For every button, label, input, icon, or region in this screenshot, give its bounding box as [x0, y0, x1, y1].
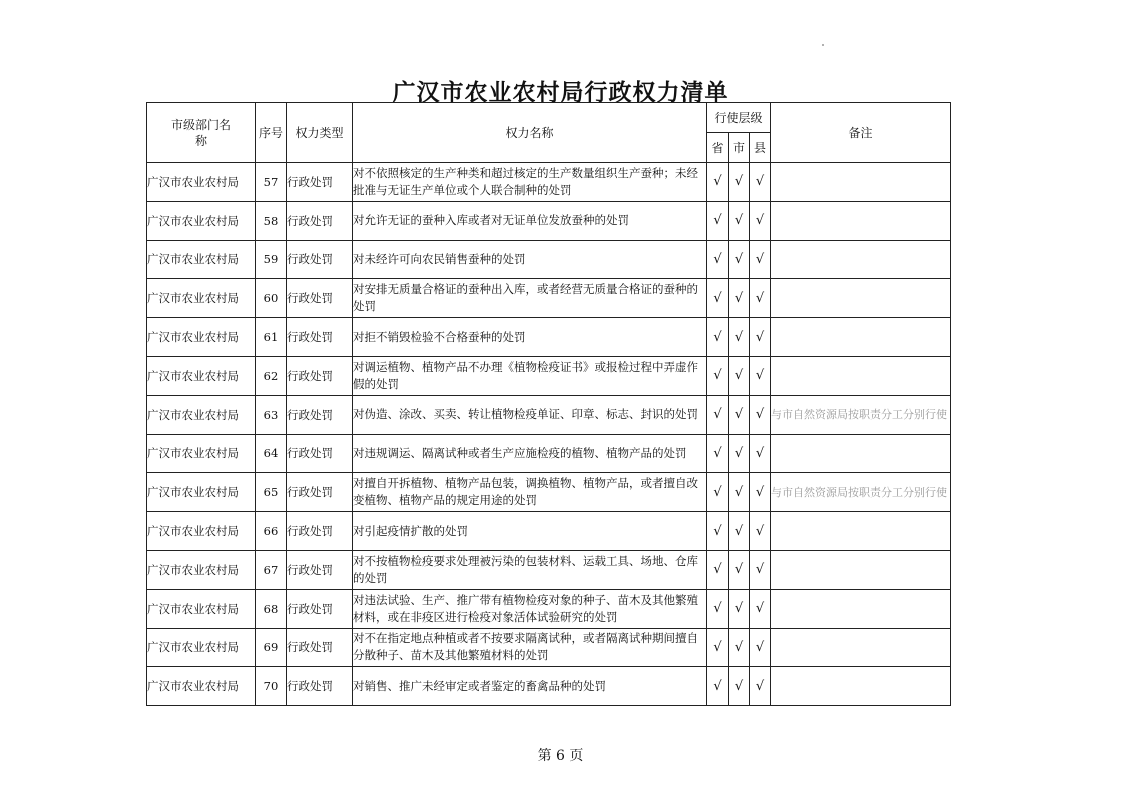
- cell-province-check: √: [707, 473, 729, 512]
- cell-num: 63: [256, 395, 287, 434]
- cell-county-check: √: [750, 279, 771, 318]
- cell-county-check: √: [750, 550, 771, 589]
- cell-note: [771, 279, 951, 318]
- table-row: [147, 473, 951, 512]
- cell-num: 62: [256, 356, 287, 395]
- cell-note: 与市自然资源局按职责分工分别行使: [771, 473, 951, 512]
- cell-county-check: √: [750, 201, 771, 240]
- cell-type: 行政处罚: [287, 550, 353, 589]
- cell-dept: 广汉市农业农村局: [147, 279, 256, 318]
- cell-city-check: √: [729, 318, 750, 357]
- cell-province-check: √: [707, 356, 729, 395]
- header-row-1: [147, 103, 951, 133]
- cell-province-check: √: [707, 279, 729, 318]
- cell-dept: 广汉市农业农村局: [147, 589, 256, 628]
- cell-dept: 广汉市农业农村局: [147, 240, 256, 279]
- cell-type: 行政处罚: [287, 667, 353, 706]
- cell-city-check: √: [729, 356, 750, 395]
- cell-name: 对未经许可向农民销售蚕种的处罚: [353, 240, 707, 279]
- scan-speck: [822, 44, 824, 46]
- cell-note: [771, 163, 951, 202]
- cell-county-check: √: [750, 667, 771, 706]
- cell-city-check: √: [729, 279, 750, 318]
- header-level: 行使层级: [707, 103, 771, 133]
- cell-type: 行政处罚: [287, 473, 353, 512]
- cell-dept: 广汉市农业农村局: [147, 550, 256, 589]
- cell-county-check: √: [750, 589, 771, 628]
- cell-city-check: √: [729, 201, 750, 240]
- cell-dept: 广汉市农业农村局: [147, 434, 256, 473]
- cell-name: 对不在指定地点种植或者不按要求隔离试种，或者隔离试种期间擅自分散种子、苗木及其他繁殖材料的处罚: [353, 628, 707, 667]
- header-type: 权力类型: [287, 103, 353, 163]
- cell-name: 对不依照核定的生产种类和超过核定的生产数量组织生产蚕种；未经批准与无证生产单位或个人联合制种的处罚: [353, 163, 707, 202]
- cell-city-check: √: [729, 512, 750, 551]
- cell-county-check: √: [750, 395, 771, 434]
- header-city: 市: [729, 133, 750, 163]
- cell-city-check: √: [729, 667, 750, 706]
- cell-name: 对擅自开拆植物、植物产品包装，调换植物、植物产品，或者擅自改变植物、植物产品的规定用途的处罚: [353, 473, 707, 512]
- cell-type: 行政处罚: [287, 318, 353, 357]
- table-row: [147, 201, 951, 240]
- cell-name: 对伪造、涂改、买卖、转让植物检疫单证、印章、标志、封识的处罚: [353, 395, 707, 434]
- cell-county-check: √: [750, 628, 771, 667]
- cell-dept: 广汉市农业农村局: [147, 163, 256, 202]
- cell-num: 59: [256, 240, 287, 279]
- header-province: 省: [707, 133, 729, 163]
- cell-city-check: √: [729, 434, 750, 473]
- cell-city-check: √: [729, 628, 750, 667]
- cell-note: [771, 318, 951, 357]
- cell-note: [771, 356, 951, 395]
- cell-type: 行政处罚: [287, 356, 353, 395]
- cell-type: 行政处罚: [287, 628, 353, 667]
- cell-name: 对不按植物检疫要求处理被污染的包装材料、运载工具、场地、仓库的处罚: [353, 550, 707, 589]
- page-title: 广汉市农业农村局行政权力清单: [392, 80, 729, 106]
- cell-dept: 广汉市农业农村局: [147, 356, 256, 395]
- cell-name: 对调运植物、植物产品不办理《植物检疫证书》或报检过程中弄虚作假的处罚: [353, 356, 707, 395]
- cell-dept: 广汉市农业农村局: [147, 667, 256, 706]
- cell-name: 对销售、推广未经审定或者鉴定的畜禽品种的处罚: [353, 667, 707, 706]
- cell-dept: 广汉市农业农村局: [147, 395, 256, 434]
- cell-name: 对允许无证的蚕种入库或者对无证单位发放蚕种的处罚: [353, 201, 707, 240]
- cell-type: 行政处罚: [287, 163, 353, 202]
- cell-num: 61: [256, 318, 287, 357]
- cell-name: 对拒不销毁检验不合格蚕种的处罚: [353, 318, 707, 357]
- cell-province-check: √: [707, 550, 729, 589]
- table-row: [147, 395, 951, 434]
- cell-name: 对引起疫情扩散的处罚: [353, 512, 707, 551]
- cell-county-check: √: [750, 434, 771, 473]
- cell-county-check: √: [750, 318, 771, 357]
- cell-county-check: √: [750, 163, 771, 202]
- cell-city-check: √: [729, 589, 750, 628]
- cell-num: 66: [256, 512, 287, 551]
- cell-name: 对安排无质量合格证的蚕种出入库，或者经营无质量合格证的蚕种的处罚: [353, 279, 707, 318]
- table-row: [147, 279, 951, 318]
- cell-province-check: √: [707, 163, 729, 202]
- cell-city-check: √: [729, 395, 750, 434]
- cell-num: 70: [256, 667, 287, 706]
- cell-note: [771, 667, 951, 706]
- cell-province-check: √: [707, 240, 729, 279]
- cell-note: [771, 512, 951, 551]
- cell-num: 60: [256, 279, 287, 318]
- cell-city-check: √: [729, 550, 750, 589]
- cell-note: [771, 628, 951, 667]
- cell-note: [771, 201, 951, 240]
- cell-num: 58: [256, 201, 287, 240]
- cell-type: 行政处罚: [287, 395, 353, 434]
- table-row: [147, 589, 951, 628]
- cell-county-check: √: [750, 512, 771, 551]
- cell-type: 行政处罚: [287, 201, 353, 240]
- cell-province-check: √: [707, 201, 729, 240]
- header-note: 备注: [771, 103, 951, 163]
- cell-dept: 广汉市农业农村局: [147, 318, 256, 357]
- cell-num: 68: [256, 589, 287, 628]
- cell-type: 行政处罚: [287, 589, 353, 628]
- page-number: 第 6 页: [537, 748, 584, 764]
- cell-city-check: √: [729, 163, 750, 202]
- cell-county-check: √: [750, 356, 771, 395]
- cell-province-check: √: [707, 434, 729, 473]
- cell-note: 与市自然资源局按职责分工分别行使: [771, 395, 951, 434]
- cell-type: 行政处罚: [287, 240, 353, 279]
- cell-num: 64: [256, 434, 287, 473]
- cell-name: 对违法试验、生产、推广带有植物检疫对象的种子、苗木及其他繁殖材料，或在非疫区进行检疫对象活体试验研究的处罚: [353, 589, 707, 628]
- cell-type: 行政处罚: [287, 279, 353, 318]
- cell-province-check: √: [707, 318, 729, 357]
- cell-province-check: √: [707, 667, 729, 706]
- table-row: [147, 356, 951, 395]
- cell-province-check: √: [707, 512, 729, 551]
- cell-num: 57: [256, 163, 287, 202]
- cell-num: 65: [256, 473, 287, 512]
- cell-county-check: √: [750, 473, 771, 512]
- cell-note: [771, 550, 951, 589]
- power-list-table: [146, 102, 951, 706]
- cell-note: [771, 434, 951, 473]
- cell-type: 行政处罚: [287, 512, 353, 551]
- table-row: [147, 667, 951, 706]
- cell-province-check: √: [707, 628, 729, 667]
- header-county: 县: [750, 133, 771, 163]
- cell-type: 行政处罚: [287, 434, 353, 473]
- cell-dept: 广汉市农业农村局: [147, 512, 256, 551]
- table-row: [147, 434, 951, 473]
- header-num: 序号: [256, 103, 287, 163]
- cell-note: [771, 240, 951, 279]
- header-name: 权力名称: [353, 103, 707, 163]
- table-row: [147, 163, 951, 202]
- cell-dept: 广汉市农业农村局: [147, 628, 256, 667]
- cell-county-check: √: [750, 240, 771, 279]
- table-row: [147, 240, 951, 279]
- cell-dept: 广汉市农业农村局: [147, 201, 256, 240]
- cell-city-check: √: [729, 240, 750, 279]
- cell-name: 对违规调运、隔离试种或者生产应施检疫的植物、植物产品的处罚: [353, 434, 707, 473]
- cell-city-check: √: [729, 473, 750, 512]
- cell-province-check: √: [707, 589, 729, 628]
- table-row: [147, 628, 951, 667]
- table-row: [147, 512, 951, 551]
- cell-num: 67: [256, 550, 287, 589]
- header-dept: 市级部门名称: [147, 103, 256, 163]
- cell-province-check: √: [707, 395, 729, 434]
- cell-dept: 广汉市农业农村局: [147, 473, 256, 512]
- cell-num: 69: [256, 628, 287, 667]
- cell-note: [771, 589, 951, 628]
- table-row: [147, 550, 951, 589]
- table-row: [147, 318, 951, 357]
